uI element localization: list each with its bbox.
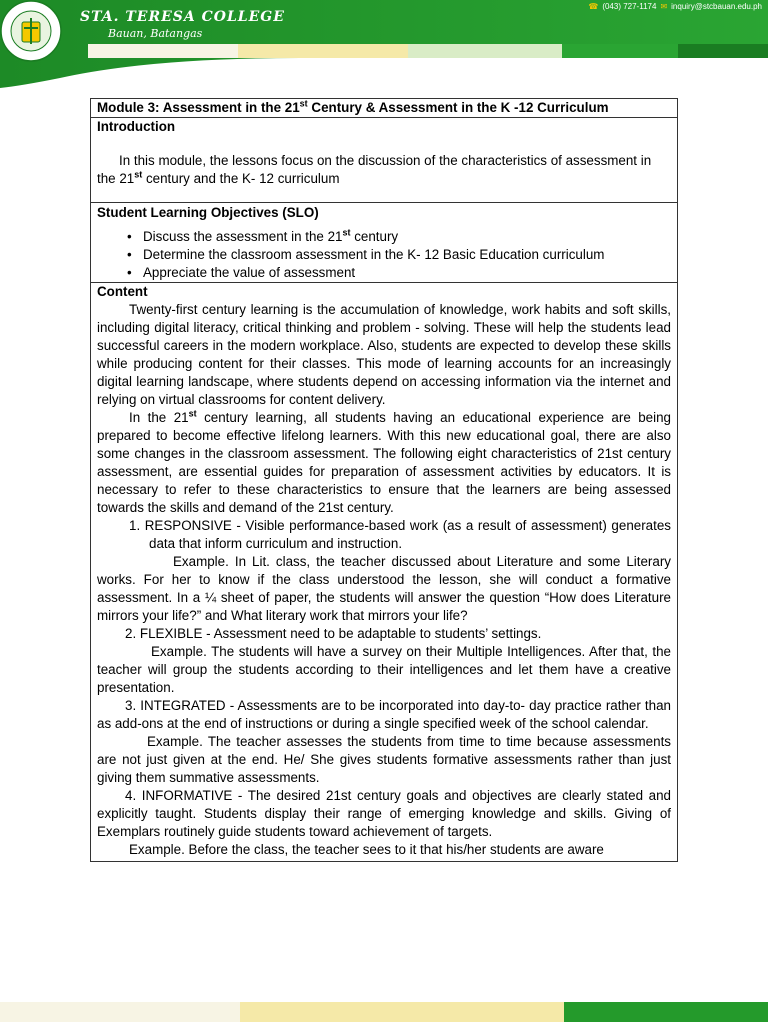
introduction-row bbox=[91, 118, 678, 203]
characteristic-item: 2. FLEXIBLE - Assessment need to be adaptable to students’ settings. bbox=[125, 626, 542, 641]
title-row bbox=[91, 99, 678, 118]
module-title: Module 3: Assessment in the 21st Century & Assessment in the K -12 Curriculum bbox=[91, 99, 678, 118]
college-location: Bauan, Batangas bbox=[108, 27, 203, 40]
letterhead bbox=[0, 0, 768, 88]
college-seal-logo bbox=[0, 0, 62, 62]
characteristic-example: Example. In Lit. class, the teacher discussed about Literature and some Literary works. For her to know if the class understood the lesson, she will conduct a formative assessment. In a ¼ sheet of paper, the students will answer the question “How does Literature mirrors your life?” and What literary work that mirrors your life? bbox=[97, 554, 671, 623]
footer-stripes bbox=[0, 1000, 768, 1024]
content-paragraph: Twenty-first century learning is the accumulation of knowledge, work habits and soft skills, including digital literacy, critical thinking and problem - solving. These will help the students lead successful careers in the modern workplace. Also, students are expected to develop these skills while producing content for their classes. This mode of learning accounts for an increasingly digital learning landscape, where students depend on accessing information via the internet and relying on virtual classrooms for content delivery. bbox=[97, 302, 671, 407]
content-row bbox=[91, 283, 678, 862]
slo-row bbox=[91, 203, 678, 283]
module-table bbox=[90, 98, 678, 862]
content-paragraph: In the 21st century learning, all students having an educational experience are being prepared to become effective lifelong learners. With this new educational goal, there are also some changes in the classroom assessment. The following eight characteristics of 21st century assessment, are essential guides for preparation of assessment activities by educators. It is necessary to refer to these characteristics to ensure that the learners are being assessed towards the skills and demand of the 21st century. bbox=[97, 408, 671, 515]
email-address: inquiry@stcbauan.edu.ph bbox=[671, 2, 762, 11]
phone-number: (043) 727-1174 bbox=[602, 2, 657, 11]
footer-band bbox=[0, 1000, 768, 1024]
introduction-heading: Introduction bbox=[97, 119, 176, 134]
slo-item: • Determine the classroom assessment in the K- 12 Basic Education curriculum bbox=[127, 246, 671, 264]
contact-info bbox=[588, 2, 762, 11]
college-name: STA. TERESA COLLEGE bbox=[80, 9, 285, 25]
characteristic-example: Example. The teacher assesses the students from time to time because assessments are not just given at the end. He/ She gives students formative assessments rather than just giving them summative assessments. bbox=[97, 734, 671, 785]
characteristic-example: Example. The students will have a survey on their Multiple Intelligences. After that, the teacher will group the students according to their intelligences and let them have a creative presentation. bbox=[97, 644, 671, 695]
slo-item: • Discuss the assessment in the 21st century bbox=[127, 228, 671, 246]
characteristic-item: 1. RESPONSIVE - Visible performance-based work (as a result of assessment) generates data that inform curriculum and instruction. bbox=[129, 518, 671, 551]
slo-heading: Student Learning Objectives (SLO) bbox=[97, 205, 319, 220]
phone-icon: ☎ bbox=[588, 2, 599, 11]
characteristic-example: Example. Before the class, the teacher sees to it that his/her students are aware bbox=[129, 842, 604, 857]
introduction-text: In this module, the lessons focus on the discussion of the characteristics of assessment in the 21st century and the K- 12 curriculum bbox=[97, 153, 652, 186]
content-heading: Content bbox=[97, 284, 148, 299]
characteristic-item: 3. INTEGRATED - Assessments are to be incorporated into day-to- day practice rather than as add-ons at the end of instructions or during a single specified week of the school calendar. bbox=[97, 698, 671, 731]
slo-list bbox=[97, 228, 671, 282]
slo-item: • Appreciate the value of assessment bbox=[127, 264, 671, 282]
characteristic-item: 4. INFORMATIVE - The desired 21st century goals and objectives are clearly stated and explicitly taught. Students display their range of emerging knowledge and skills. Giving of Exemplars routinely guide students toward achievement of targets. bbox=[97, 788, 671, 839]
email-icon: ✉ bbox=[660, 2, 668, 11]
